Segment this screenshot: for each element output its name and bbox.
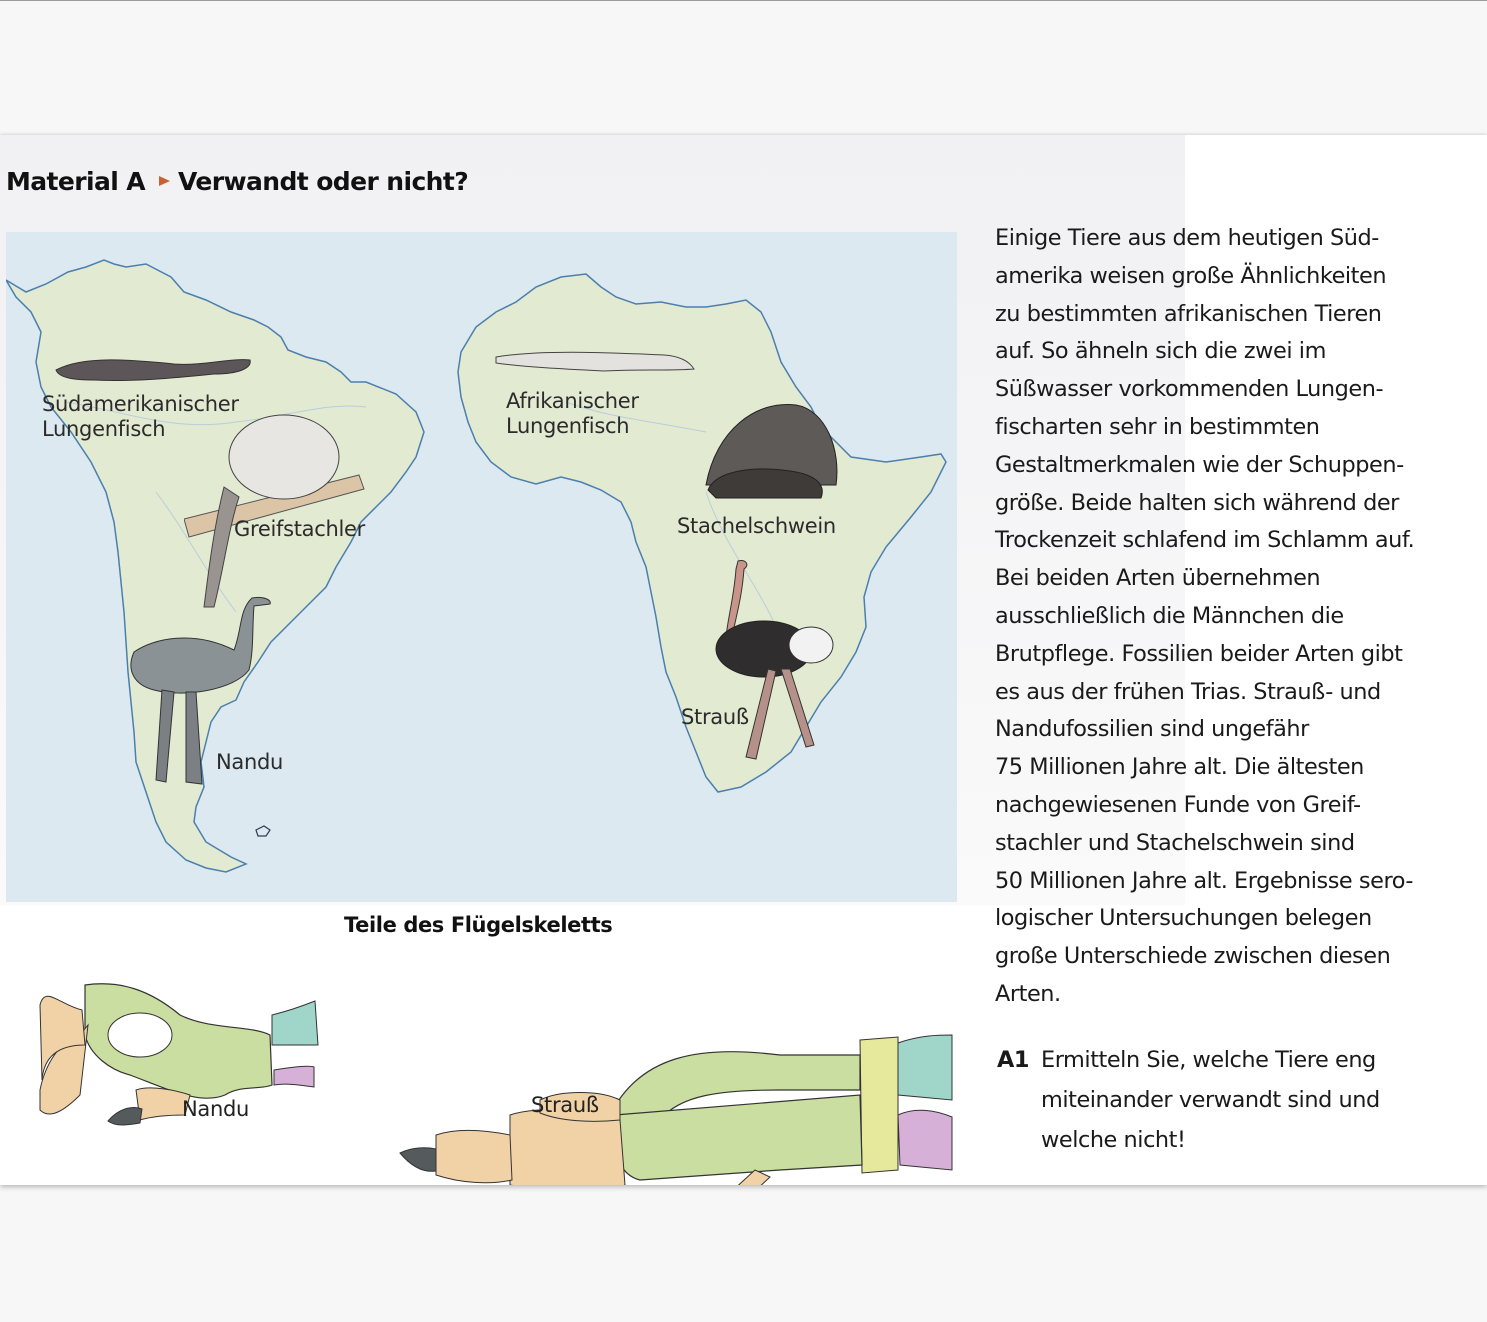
task-number: A1	[997, 1047, 1030, 1073]
skeleton-title: Teile des Flügelskeletts	[344, 913, 613, 937]
wing-skeleton-diagram	[0, 895, 960, 1185]
title-text: Verwandt oder nicht?	[178, 167, 469, 196]
skeleton-label-strauss: Strauß	[531, 1093, 599, 1117]
label-stachelschwein: Stachelschwein	[677, 514, 836, 538]
window-top-border	[0, 0, 1487, 1]
arrow-icon	[159, 176, 170, 186]
af-lungfish-icon	[494, 347, 704, 387]
distribution-map	[6, 232, 957, 902]
nandu-wing-skeleton	[40, 984, 318, 1125]
label-greifstachler: Greifstachler	[234, 517, 365, 541]
material-label: Material A	[6, 167, 146, 196]
task-text: Ermitteln Sie, welche Tiere eng miteinander verwandt sind und welche nicht!	[1041, 1047, 1380, 1153]
label-af-lungfish: Afrikanischer Lungenfisch	[506, 389, 639, 438]
crested-porcupine-icon	[696, 390, 846, 510]
label-sa-lungfish: Südamerikanischer Lungenfisch	[42, 392, 239, 441]
skeleton-label-nandu: Nandu	[182, 1097, 250, 1121]
label-strauss: Strauß	[681, 705, 749, 729]
page-title	[6, 167, 468, 196]
textbook-page	[0, 135, 1487, 1185]
strauss-wing-skeleton	[400, 1035, 952, 1185]
label-nandu: Nandu	[216, 750, 284, 774]
sa-lungfish-icon	[54, 350, 254, 390]
ostrich-icon	[706, 557, 836, 772]
body-text: Einige Tiere aus dem heutigen Süd- amerika weisen große Ähnlichkeiten zu bestimmten afrikanischen Tieren auf. So ähneln sich die zwei im Süßwasser vorkommenden Lungen- fischarten sehr in bestimmten Gestaltmerkmalen wie der Schuppen- größe. Beide halten sich während der Trockenzeit schlafend im Schlamm auf. Bei beiden Arten übernehmen ausschließlich die Männchen die Brutpflege. Fossilien beider Arten gibt es aus der frühen Trias. Strauß- und Nandufossilien sind ungefähr 75 Millionen Jahre alt. Die ältesten nachgewiesenen Funde von Greif- stachler und Stachelschwein sind 50 Millionen Jahre alt. Ergebnisse sero- logischer Untersuchungen belegen große Unterschiede zwischen diesen Arten.	[995, 225, 1415, 1007]
